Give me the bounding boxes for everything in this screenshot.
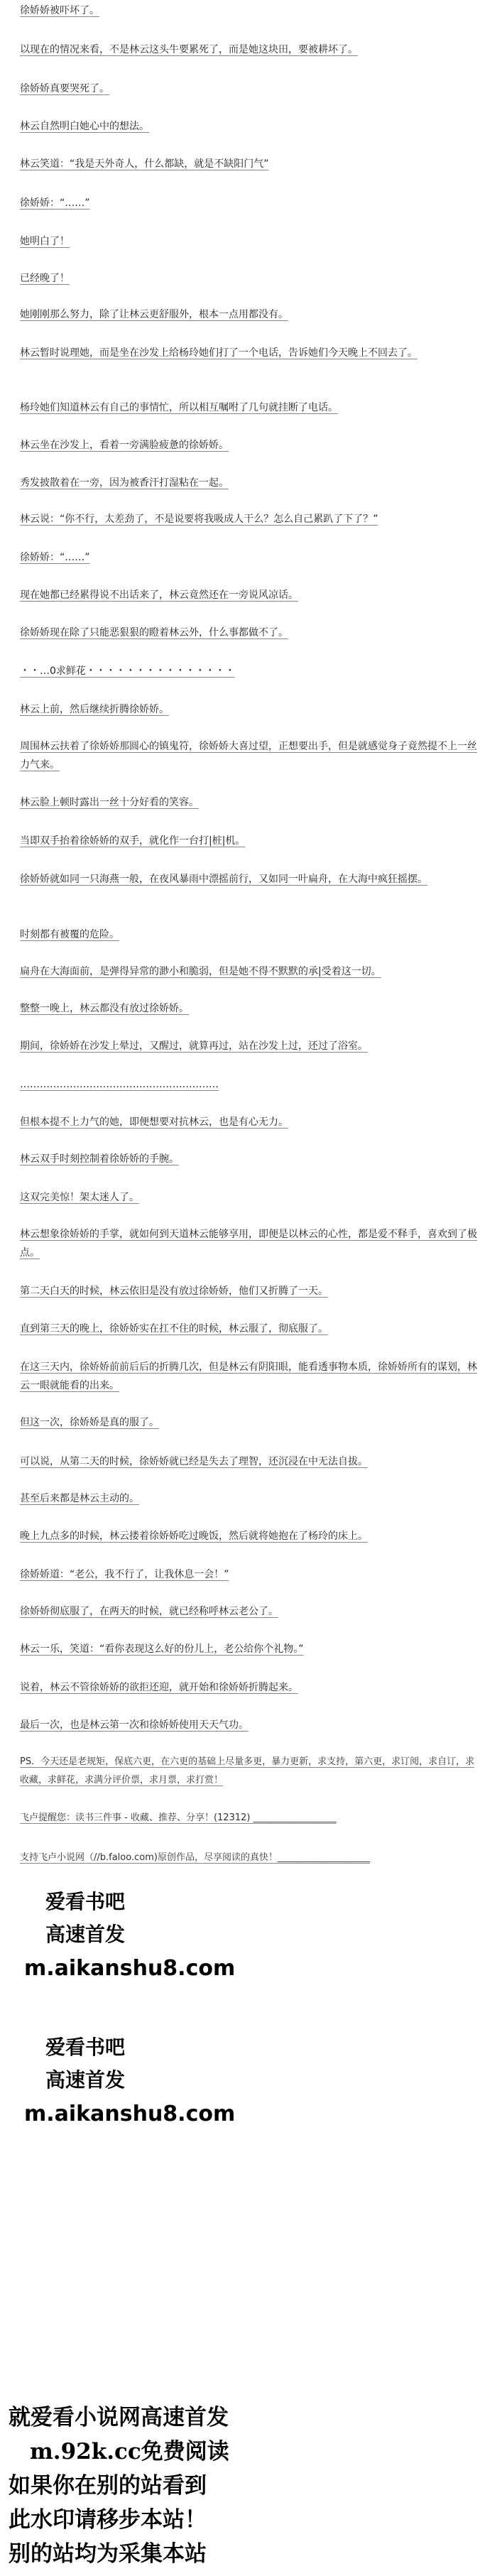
- paragraph: 最后一次，也是林云第一次和徐娇娇使用天天气功。: [20, 1719, 248, 1731]
- paragraph: 可以说，从第二天的时候，徐娇娇就已经是失去了理智，还沉浸在中无法自拔。: [20, 1456, 368, 1467]
- paragraph: 期间，徐娇娇在沙发上晕过，又醒过，就算再过，站在沙发上过，还过了浴室。: [20, 1040, 368, 1052]
- paragraph: 现在她都已经累得说不出话来了，林云竟然还在一旁说风凉话。: [20, 589, 298, 601]
- watermark-line: 爱看书吧: [45, 1890, 126, 1913]
- paragraph: 徐娇娇真要哭死了。: [20, 83, 109, 94]
- paragraph: 但这一次，徐娇娇是真的服了。: [20, 1417, 159, 1428]
- paragraph: 林云双手时刻控制着徐娇娇的手腕。: [20, 1153, 179, 1165]
- paragraph: 林云脸上顿时露出一丝十分好看的笑容。: [20, 797, 199, 808]
- paragraph: 晚上九点多的时候，林云搂着徐娇娇吃过晚饭，然后就将她抱在了杨玲的床上。: [20, 1531, 368, 1542]
- ad-line: 就爱看小说网高速首发: [9, 2405, 229, 2430]
- ad-line: m.92k.cc免费阅读: [30, 2439, 229, 2464]
- paragraph: 但根本提不上力气的她，即便想要对抗林云，也是有心无力。: [20, 1116, 288, 1128]
- paragraph: 徐娇娇道：“老公，我不行了，让我休息一会！”: [20, 1569, 229, 1580]
- paragraph: 林云坐在沙发上，看着一旁满脸疲惫的徐娇娇。: [20, 440, 229, 451]
- paragraph: 直到第三天的晚上，徐娇娇实在扛不住的时候，林云服了，彻底服了。: [20, 1323, 328, 1335]
- watermark-logo: [24, 1886, 235, 1987]
- paragraph: 徐娇娇：“……”: [20, 197, 90, 209]
- ad-line: 如果你在别的站看到: [9, 2473, 207, 2499]
- paragraph: 秀发披散着在一旁，因为被香汗打湿粘在一起。: [20, 477, 229, 489]
- watermark-logo: [24, 2031, 235, 2132]
- watermark-line: 高速首发: [45, 1923, 126, 1946]
- paragraph: 以现在的情况来看，不是林云这头牛要累死了，而是她这块田，要被耕坏了。: [20, 44, 358, 55]
- paragraph: 她明白了！: [20, 236, 70, 247]
- paragraph: 时刻都有被覆的危险。: [20, 929, 119, 940]
- paragraph: 杨玲她们知道林云有自己的事情忙，所以相互嘱咐了几句就挂断了电话。: [20, 402, 338, 413]
- paragraph: 第二天白天的时候，林云依旧是没有放过徐娇娇，他们又折腾了一天。: [20, 1286, 328, 1297]
- paragraph: 周围林云扶着了徐娇娇那圆心的镇鬼符，徐娇娇大喜过望，正想要出手，但是就感觉身子竟然提不上一丝力气来。: [20, 741, 477, 771]
- paragraph: 说着，林云不管徐娇娇的欲拒还迎，就开始和徐娇娇折腾起来。: [20, 1682, 298, 1693]
- footer-reminder: 飞卢提醒您：读书三件事 - 收藏、推荐、分享！(12312) __________________: [20, 1813, 337, 1823]
- watermark-line: 爱看书吧: [45, 2036, 126, 2059]
- paragraph: 已经晚了！: [20, 273, 70, 284]
- watermark-line: 高速首发: [45, 2068, 126, 2092]
- watermark-url: m.aikanshu8.com: [24, 1956, 236, 1981]
- ad-watermark: [9, 2401, 491, 2571]
- author-note: PS．今天还是老规矩，保底六更，在六更的基础上尽量多更，暴力更新，求支持，第六更，求订阅，求自订，求收藏，求鲜花，求满分评价票，求月票，求打赏！: [20, 1756, 475, 1786]
- paragraph: ・・…0求鲜花・・・・・・・・・・・・・・・: [20, 665, 235, 677]
- ad-line: 别的站均为采集本站: [9, 2541, 207, 2567]
- watermark-url: m.aikanshu8.com: [24, 2102, 236, 2126]
- paragraph: ……………………………………………………: [20, 1079, 219, 1090]
- paragraph: 林云暂时说理她，而是坐在沙发上给杨玲她们打了一个电话，告诉她们今天晚上不回去了。: [20, 347, 417, 359]
- paragraph: 当即双手抬着徐娇娇的双手，就化作一台打|桩|机。: [20, 835, 246, 847]
- paragraph: 扁舟在大海面前，是弹得异常的渺小和脆弱，但是她不得不默默的承|受着这一切。: [20, 966, 381, 977]
- paragraph: 在这三天内，徐娇娇前前后后的折腾几次，但是林云有阴阳眼，能看透事物本质，徐娇娇所有的谋划，林云一眼就能看的出来。: [20, 1362, 477, 1391]
- paragraph: 林云一乐，笑道：“看你表现这么好的份儿上，老公给你个礼物。”: [20, 1643, 304, 1655]
- paragraph: 林云笑道：“我是天外奇人，什么都缺，就是不缺阳门气”: [20, 158, 269, 170]
- paragraph: 林云想象徐娇娇的手掌，就如何到天道林云能够享用，即便是以林云的心性，都是爱不释手，喜欢到了极点。: [20, 1229, 477, 1259]
- paragraph: 林云自然明白她心中的想法。: [20, 121, 149, 132]
- paragraph: 林云说：“你不行，太差劲了，不是说要将我吸成人干么？怎么自己累趴了下了？”: [20, 513, 378, 525]
- paragraph: 她刚刚那么努力，除了让林云更舒服外，根本一点用都没有。: [20, 309, 288, 320]
- paragraph: 整整一晚上，林云都没有放过徐娇娇。: [20, 1003, 189, 1014]
- paragraph: 徐娇娇：“……”: [20, 552, 90, 563]
- ad-line: 此水印请移步本站！: [9, 2507, 207, 2533]
- paragraph: 徐娇娇就如同一只海燕一般，在夜风暴雨中漂摇前行，又如同一叶扁舟，在大海中疯狂摇摆。: [20, 874, 427, 885]
- paragraph: 徐娇娇彻底服了，在两天的时候，就已经称呼林云老公了。: [20, 1606, 278, 1617]
- paragraph: 徐娇娇现在除了只能恶狠狠的瞪着林云外，什么事都做不了。: [20, 627, 288, 638]
- paragraph: 林云上前，然后继续折腾徐娇娇。: [20, 704, 169, 715]
- paragraph: 这双完美惊！架太迷人了。: [20, 1192, 139, 1203]
- paragraph: 徐娇娇被吓坏了。: [20, 5, 99, 16]
- paragraph: 甚至后来都是林云主动的。: [20, 1493, 139, 1504]
- footer-support: 支持飞卢小说网（//b.faloo.com)原创作品，尽享阅读的真快！____________________: [20, 1852, 370, 1863]
